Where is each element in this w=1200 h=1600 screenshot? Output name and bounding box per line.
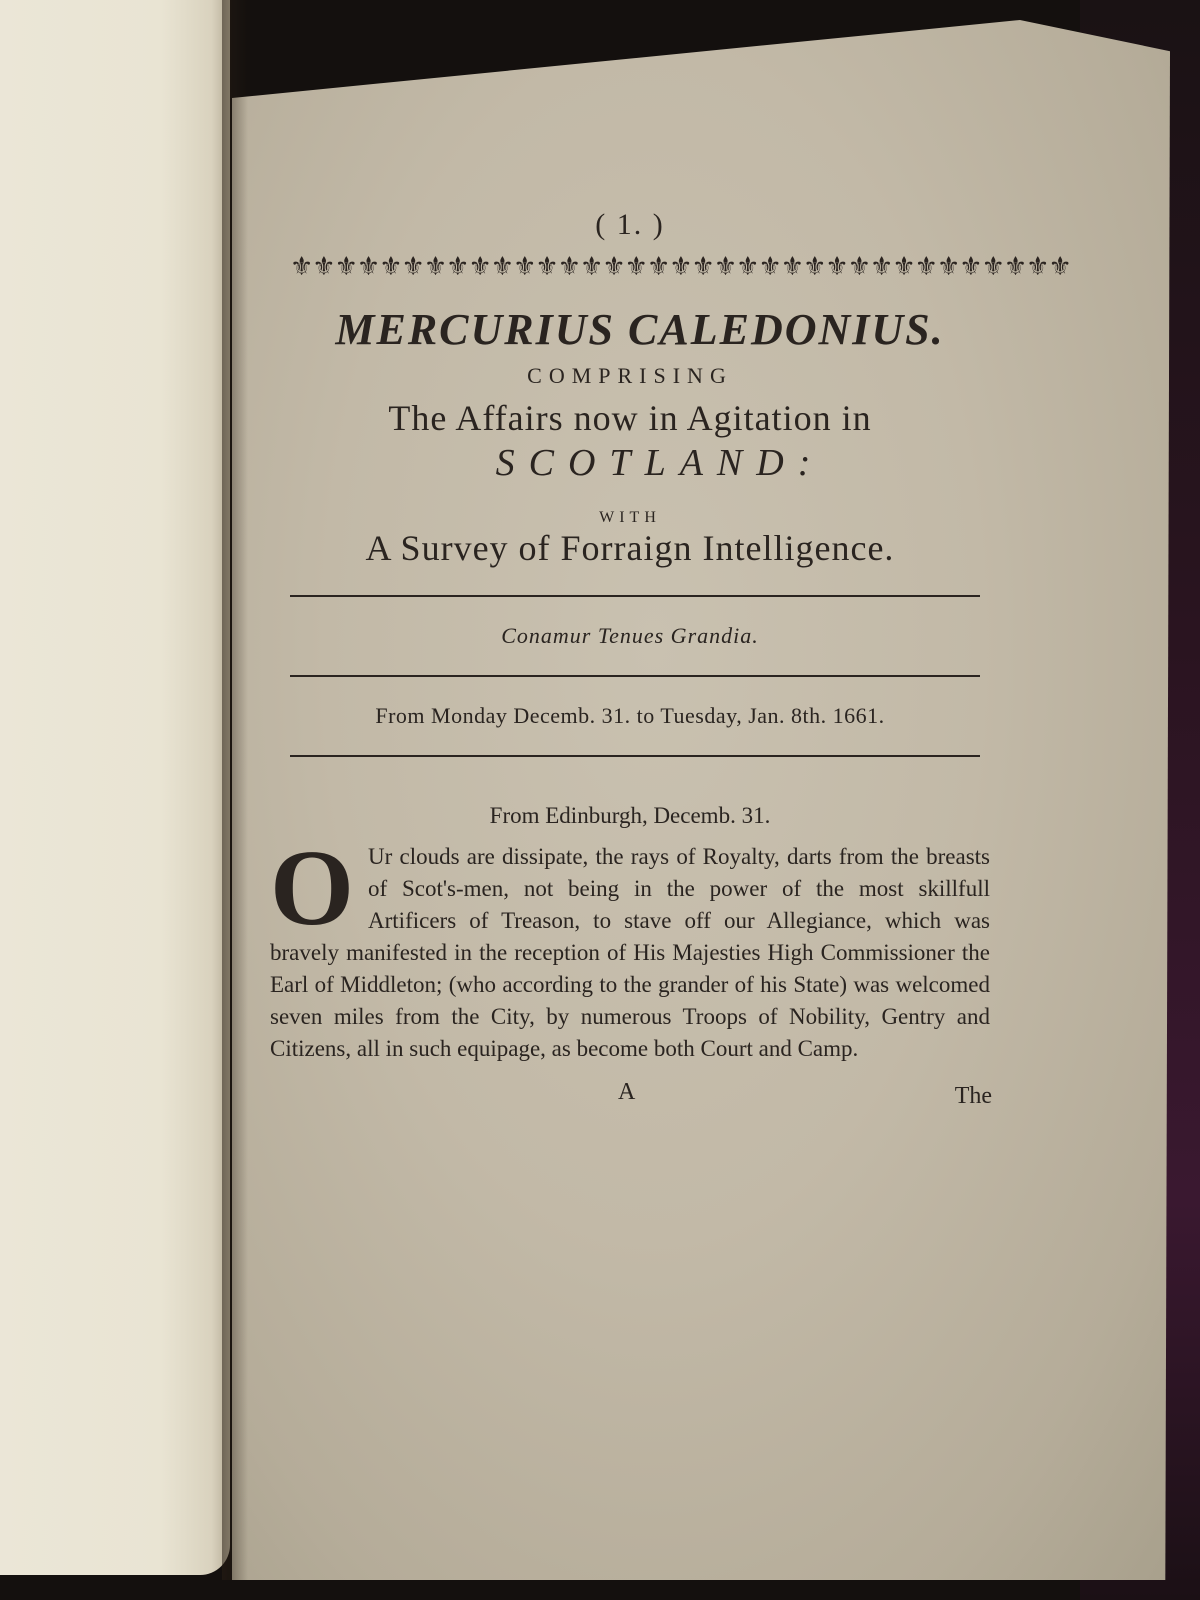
subtitle-with: WITH (599, 509, 661, 526)
body-paragraph (270, 829, 990, 1065)
page-footer (270, 1079, 990, 1119)
subtitle-affairs: The Affairs now in Agitation in (388, 398, 872, 438)
left-blank-page (0, 0, 230, 1575)
subtitle-scotland: SCOTLAND: (495, 442, 825, 484)
issue-dateline: From Monday Decemb. 31. to Tuesday, Jan. 8th. 1661. (375, 703, 885, 728)
latin-motto: Conamur Tenues Grandia. (501, 623, 759, 648)
horizontal-rule (290, 755, 980, 757)
catchword: The (954, 1083, 992, 1109)
masthead-title: MERCURIUS CALEDONIUS. (335, 305, 945, 354)
horizontal-rule (290, 595, 980, 597)
horizontal-rule (290, 675, 980, 677)
fleuron-ornament-row: ⚜⚜⚜⚜⚜⚜⚜⚜⚜⚜⚜⚜⚜⚜⚜⚜⚜⚜⚜⚜⚜⚜⚜⚜⚜⚜⚜⚜⚜⚜⚜⚜⚜⚜⚜ (290, 252, 1071, 282)
page-content (270, 190, 1071, 1119)
book-gutter (222, 0, 248, 1580)
subtitle-comprising: COMPRISING (527, 363, 733, 388)
dispatch-heading: From Edinburgh, Decemb. 31. (489, 803, 771, 828)
drop-cap: O (270, 829, 355, 948)
signature-mark: A (618, 1079, 636, 1105)
body-text: Ur clouds are dissipate, the rays of Royalty, darts from the breasts of Scot's-men, not being in the power of the most skillfull Artificers of Treason, to stave off our Allegiance, which was bravely manifested in the reception of His Majesties High Commissioner the Earl of Middleton; (who according to the grander of his State) was welcomed seven miles from the City, by numerous Troops of Nobility, Gentry and Citizens, all in such equipage, as become both Court and Camp. (270, 844, 990, 1061)
folio-number: ( 1. ) (595, 208, 665, 241)
subtitle-survey: A Survey of Forraign Intelligence. (365, 528, 895, 568)
